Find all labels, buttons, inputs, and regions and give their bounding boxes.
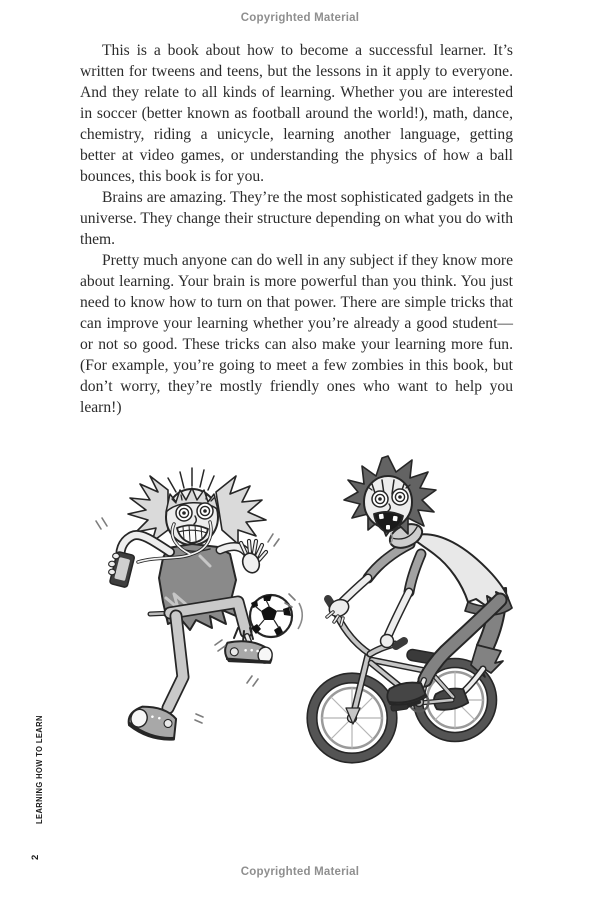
soccer-ball	[250, 595, 302, 637]
paragraph-3: Pretty much anyone can do well in any subject if they know more about learning. Your brain is more powerful than you think. You just need to know how to turn on that power. There are simple tricks that can improve your learning whether you’re already a good student—or not so good. These tricks can also make your learning more fun. (For example, you’re going to meet a few zombies in this book, but don’t worry, they’re mostly friendly ones who want to help you learn!)	[80, 252, 513, 416]
paragraph-1: This is a book about how to become a successful learner. It’s written for tweens and teens, but the lessons in it apply to everyone. And they relate to all kinds of learning. Whether you are interested in soccer (better known as football around the world!), math, dance, chemistry, riding a unicycle, learning another language, getting better at video games, or understanding the physics of how a ball bounces, this book is for you.	[80, 42, 513, 185]
spine-book-title: LEARNING HOW TO LEARN	[34, 715, 44, 824]
page-number: 2	[30, 854, 41, 860]
zombie-boy-figure	[285, 456, 512, 763]
girl-pigtail-right	[216, 476, 266, 544]
copyright-notice-bottom: Copyrighted Material	[240, 866, 360, 878]
body-text	[80, 40, 513, 418]
zombie-kids-illustration	[0, 450, 600, 780]
girl-sneaker-kicking	[224, 639, 274, 667]
copyright-notice-top: Copyrighted Material	[240, 12, 360, 24]
girl-open-hand	[240, 541, 266, 575]
paragraph-2: Brains are amazing. They’re the most sophisticated gadgets in the universe. They change their structure depending on what you do with them.	[80, 189, 513, 248]
boy-hand-right	[381, 635, 394, 648]
